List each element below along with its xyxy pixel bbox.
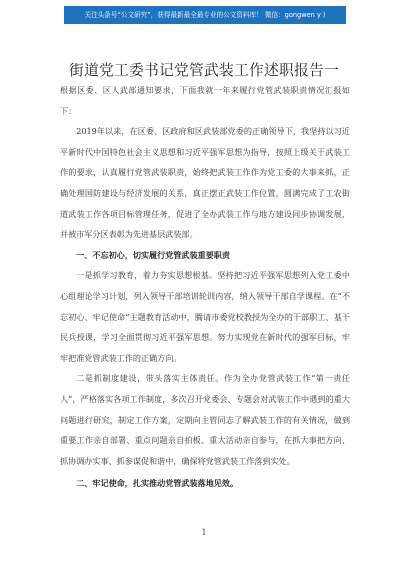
document-title: 街道党工委书记党管武装工作述职报告一: [69, 62, 339, 79]
section-heading: 一、不忘初心，切实履行党管武装重要职责: [76, 249, 230, 260]
intro-paragraph: 根据区委、区人武部通知要求，下面我就一年来履行党管武装职责情况汇报如下：: [60, 85, 350, 116]
document-body: [60, 80, 350, 494]
promo-banner[interactable]: 关注头条号“公文研究”，获得最新最全最专业的公文资料库！ 微信：gongwen y ): [64, 6, 346, 24]
body-paragraph: 2019年以来，在区委、区政府和区武装部党委的正确领导下，我坚持以习近平新时代中国特色社会主义思想和习近平强军思想为指导，按照上级关于武装工作的要求，认真履行党管武装职责，始终把武装工作作为党工委的大事来抓，正确处理国防建设与经济发展的关系，真正摆正武装工作位置，圆满完成了工农街道武装工作各项目标管理任务，促进了全办武装工作与地方建设同步协调发展，并被市军分区表彰为先进基层武装部。: [60, 126, 350, 240]
body-paragraph: 二是抓制度建设，带头落实主体责任。作为全办党管武装工作“第一责任人”，严格落实各项工作制度，多次召开党委会、专题会对武装工作中遇到的重大问题进行研究，制定工作方案，定期向主管同志了解武装工作的有关情况，做到重要工作亲自部署、重点问题亲自拍板、重大活动亲自参与，在抓大事把方向、抓协调办实事、抓参谋促和谐中，确保将党管武装工作落到实处。: [60, 373, 350, 466]
body-paragraph: 一是抓学习教育，着力夯实思想根基。坚持把习近平强军思想列入党工委中心组理论学习计划，列入领导干部培训轮训内容，纳入领导干部自学课程。在“不忘初心、牢记使命”主题教育活动中，腾请市委党校教授为全办的干部职工、基干民兵授课，学习全面贯彻习近平强军思想。努力实现党在新时代的强军目标，牢牢把准党管武装工作的正确方向。: [60, 270, 350, 363]
page-number: 1: [201, 528, 207, 537]
section-heading: 二、牢记使命，扎实推动党管武装落地见效。: [76, 478, 239, 489]
